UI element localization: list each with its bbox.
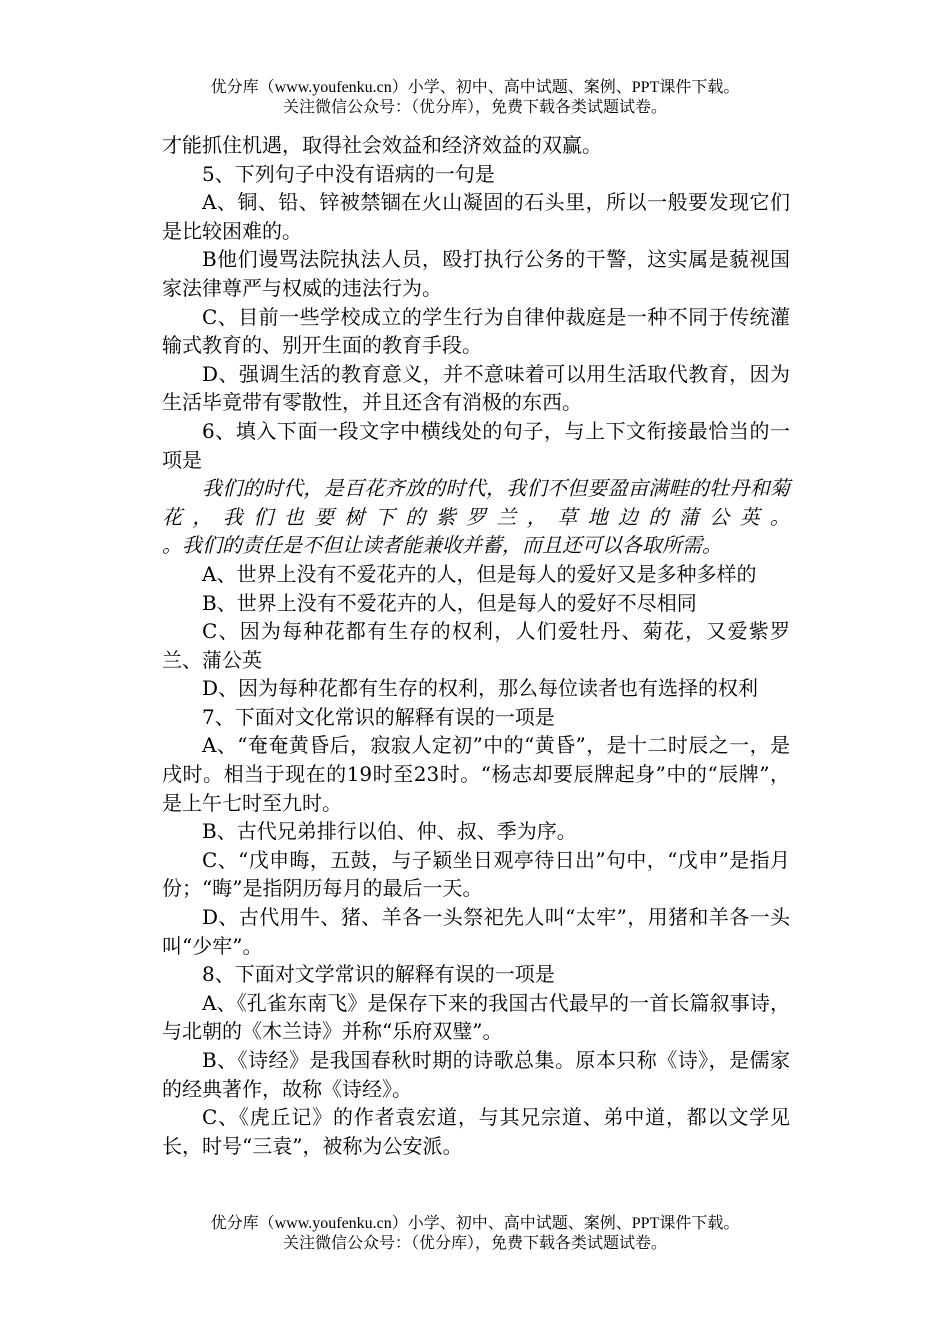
question-5: 5、下列句子中没有语病的一句是 — [202, 161, 495, 186]
question-7-option-d: D、古代用牛、猪、羊各一头祭祀先人叫“太牢”，用猪和羊各一头叫“少牢”。 — [162, 905, 790, 958]
question-6-option-c: C、因为每种花都有生存的权利，人们爱牡丹、菊花，又爱紫罗兰、蒲公英 — [162, 619, 790, 672]
header-line-2: 关注微信公众号：（优分库），免费下载各类试题试卷。 — [282, 99, 667, 116]
question-7-option-b: B、古代兄弟排行以伯、仲、叔、季为序。 — [202, 819, 577, 844]
question-7-option-a: A、“奄奄黄昏后，寂寂人定初”中的“黄昏”，是十二时辰之一，是戌时。相当于现在的19时至23时。“杨志却要辰牌起身”中的“辰牌”，是上午七时至九时。 — [162, 733, 790, 815]
question-6-passage-end: 。我们的责任是不但让读者能兼收并蓄，而且还可以各取所需。 — [162, 533, 722, 558]
question-6-option-b: B、世界上没有不爱花卉的人，但是每人的爱好不尽相同 — [202, 590, 697, 615]
question-7-option-c: C、“戊申晦，五鼓，与子颖坐日观亭待日出”句中，“戊申”是指月份；“晦”是指阴历每月的最后一天。 — [162, 847, 790, 901]
page-header — [0, 78, 950, 118]
question-5-option-d: D、强调生活的教育意义，并不意味着可以用生活取代教育，因为生活毕竟带有零散性，并且还含有消极的东西。 — [162, 361, 790, 415]
question-8-option-b: B、《诗经》是我国春秋时期的诗歌总集。原本只称《诗》，是儒家的经典著作，故称《诗经》。 — [162, 1048, 790, 1101]
question-6-passage: 我们的时代，是百花齐放的时代，我们不但要盈亩满畦的牡丹和菊花，我们也要树下的紫罗兰，草地边的蒲公英。 — [162, 476, 790, 529]
header-line-1: 优分库（www.youfenku.cn）小学、初中、高中试题、案例、PPT课件下载。 — [210, 79, 740, 96]
question-5-option-c: C、目前一些学校成立的学生行为自律仲裁庭是一种不同于传统灌输式教育的、别开生面的教育手段。 — [162, 304, 790, 358]
question-8-option-c: C、《虎丘记》的作者袁宏道，与其兄宗道、弟中道，都以文学见长，时号“三袁”，被称为公安派。 — [162, 1105, 790, 1158]
footer-line-2: 关注微信公众号：（优分库），免费下载各类试题试卷。 — [282, 1235, 667, 1252]
question-8: 8、下面对文学常识的解释有误的一项是 — [202, 962, 555, 987]
question-6-option-a: A、世界上没有不爱花卉的人，但是每人的爱好又是多种多样的 — [202, 561, 757, 586]
footer-line-1: 优分库（www.youfenku.cn）小学、初中、高中试题、案例、PPT课件下载。 — [210, 1215, 740, 1232]
question-6-option-d: D、因为每种花都有生存的权利，那么每位读者也有选择的权利 — [202, 676, 759, 701]
question-5-option-a: A、铜、铅、锌被禁锢在火山凝固的石头里，所以一般要发现它们是比较困难的。 — [162, 190, 790, 243]
question-5-option-b: B他们谩骂法院执法人员，殴打执行公务的干警，这实属是藐视国家法律尊严与权威的违法行为。 — [162, 247, 790, 300]
question-8-option-a: A、《孔雀东南飞》是保存下来的我国古代最早的一首长篇叙事诗，与北朝的《木兰诗》并称“乐府双璧”。 — [162, 990, 790, 1044]
question-7: 7、下面对文化常识的解释有误的一项是 — [202, 704, 555, 729]
document-body — [162, 131, 790, 1160]
question-6: 6、填入下面一段文字中横线处的句子，与上下文衔接最恰当的一项是 — [162, 418, 790, 472]
page-footer — [0, 1214, 950, 1254]
paragraph-continuation: 才能抓住机遇，取得社会效益和经济效益的双赢。 — [162, 133, 602, 157]
